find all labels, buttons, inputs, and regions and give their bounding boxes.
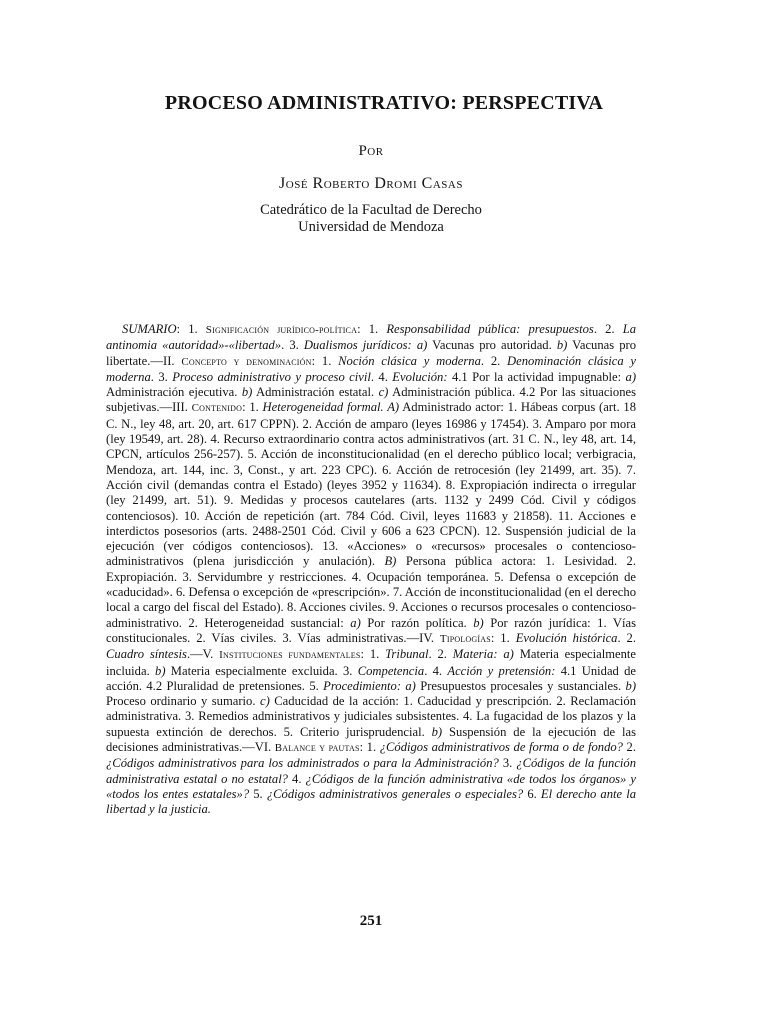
summary-text-run: : 1. <box>242 400 263 415</box>
summary-text-run: . 4. <box>424 663 448 678</box>
summary-text-run: Caducidad de la acción: 1. Caducidad y prescripción. 2. Reclamación administrativa. 3. Remedios administrativos y judiciales subsistentes. 4. La fugacidad de los plazos y la supuesta extinción de derechos. 5. Criterio jurisprudencial. <box>106 694 636 739</box>
summary-text-run: . 2. <box>617 630 636 645</box>
summary-text-run: 4.1 Unidad de acción. 4.2 Pluralidad de pretensiones. 5. <box>106 663 637 693</box>
summary-text-run: : 1. <box>490 630 516 645</box>
summary-italic-run: a) <box>350 615 361 630</box>
summary-content <box>106 322 636 816</box>
summary-italic-run: ¿Códigos administrativos de forma o de fondo? <box>379 740 623 755</box>
summary-section-heading: Instituciones fundamentales <box>219 649 361 662</box>
summary-text-run: Suspensión de la ejecución de las decisiones administrativas.—VI. <box>106 724 636 755</box>
summary-text-run: Por razón jurídica: 1. Vías constitucionales. 2. Vías civiles. 3. Vías administrativas.—IV. <box>106 615 636 645</box>
summary-section-heading: Tipologías <box>439 632 491 645</box>
summary-text-run: Vacunas pro libertate.—II. <box>106 338 636 368</box>
summary-italic-run: b) <box>473 615 484 630</box>
affiliation-line-2: Universidad de Mendoza <box>298 219 444 235</box>
article-title: PROCESO ADMINISTRATIVO: PERSPECTIVA <box>164 92 604 114</box>
summary-italic-run: Materia: a) <box>452 647 514 662</box>
summary-text-run: 4. <box>287 771 306 786</box>
summary-italic-run: b) <box>431 724 443 739</box>
summary-text-run: : 1. <box>176 322 206 336</box>
summary-italic-run: Cuadro síntesis <box>106 647 187 662</box>
summary-italic-run: ¿Códigos de la función administrativa «de todos los órganos» y «todos los entes estatales»? <box>106 771 636 801</box>
summary-italic-run: b) <box>241 385 253 400</box>
summary-italic-run: b) <box>155 663 166 678</box>
summary-italic-run: ¿Códigos administrativos para los administrados o para la Administración? <box>106 756 499 771</box>
summary-section-heading: Concepto y denominación <box>181 355 312 368</box>
summary-text-run: Presupuestos procesales y sustanciales. <box>415 678 626 693</box>
summary-text-run: . 2. <box>593 322 623 336</box>
author-name: José Roberto Dromi Casas <box>279 175 463 192</box>
summary-text-run: 5. <box>249 786 267 801</box>
summary-italic-run: Tribunal <box>385 647 429 662</box>
affiliation-line-1: Catedrático de la Facultad de Derecho <box>260 202 482 218</box>
summary-text-run: 2. <box>622 740 637 755</box>
summary-text-run: . 4. <box>370 369 393 384</box>
summary-text-run: Persona pública actora: 1. Lesividad. 2. Expropiación. 3. Servidumbre y restricciones. 4. Ocupación temporánea. 5. Defensa o excepción de «caducidad». 6. Defensa o excepción de «prescripción». 7. Acción de inconstitucionalidad (en el derecho local a cargo del fiscal del Estado). 8. Acciones civiles. 9. Acciones o recursos procesales o contencioso-administrativo. 2. Heterogeneidad sustancial: <box>106 554 636 630</box>
summary-italic-run: Competencia <box>357 663 425 678</box>
summary-section-heading: Balance y pautas <box>274 742 360 755</box>
byline-label: Por <box>358 143 384 159</box>
summary-text-run: . 2. <box>428 647 453 662</box>
summary-section-heading: Contenido <box>191 402 243 415</box>
summary-italic-run: Evolución histórica <box>515 630 618 645</box>
summary-italic-run: Evolución: <box>392 369 448 384</box>
summary-italic-run: c) <box>260 694 270 709</box>
summary-text-run: : 1. <box>360 647 386 662</box>
summary-italic-run: Procedimiento: a) <box>323 678 416 693</box>
summary-italic-run: El derecho ante la libertad y la justicia. <box>106 786 636 817</box>
summary-italic-run: Dualismos jurídicos: a) <box>303 338 428 353</box>
summary-text-run: Vacunas pro autoridad. <box>427 338 557 353</box>
summary-text-run: Administración pública. 4.2 Por las situaciones subjetivas.—III. <box>106 385 636 415</box>
summary-italic-run: ¿Códigos de la función administrativa estatal o no estatal? <box>106 756 637 786</box>
summary-italic-run: Denominación clásica y moderna <box>106 353 637 384</box>
summary-italic-run: b) <box>556 338 568 353</box>
summary-text-run: .—V. <box>186 647 220 662</box>
summary-text-run: 3. <box>498 756 517 771</box>
summary-text-run: Materia especialmente incluida. <box>106 647 637 678</box>
page-number: 251 <box>359 913 383 929</box>
summary-italic-run: Proceso administrativo y proceso civil <box>172 369 371 384</box>
summary-section-heading: Significación jurídico-política <box>205 324 358 336</box>
summary-italic-run: c) <box>378 385 389 400</box>
summary-italic-run: ¿Códigos administrativos generales o especiales? <box>266 786 524 801</box>
summary-paragraph <box>106 322 636 818</box>
summary-text-run: Materia especialmente excluida. 3. <box>165 663 358 678</box>
summary-text-run: Administrado actor: 1. Hábeas corpus (art. 18 C. N., ley 48, art. 20, art. 617 CPPN). 2. Acción de amparo (leyes 16986 y 17454). 3. Amparo por mora (ley 19549, art. 28). 4. Recurso extraordinario contra actos administrativos (art. 31 C. N., ley 48, art. 14, CPCN, artículos 256-257). 5. Acción de inconstitucionalidad (en el derecho público local; verbigracia, Mendoza, art. 144, inc. 3, Const., y art. 223 CPC). 6. Acción de retrocesión (ley 21499, art. 35). 7. Acción civil (demandas contra el Estado) (leyes 3952 y 11634). 8. Expropiación indirecta o irregular (ley 21499, art. 51). 9. Medidas y procesos cautelares (arts. 1132 y 2499 Cód. Civil y códigos contenciosos). 10. Acción de repetición (art. 784 Cód. Civil, leyes 11683 y 21858). 11. Acciones e interdictos posesorios (arts. 2488-2501 Cód. Civil y 606 a 623 CPCN). 12. Suspensión judicial de la ejecución (ver códigos contenciosos). 13. «Acciones» o «recursos» procesales o contencioso-administrativos (plena jurisdicción y anulación). <box>106 400 636 569</box>
summary-text-run: : 1. <box>359 740 380 755</box>
summary-text-run: Por razón política. <box>360 615 474 630</box>
summary-italic-run: Noción clásica y moderna <box>338 353 481 368</box>
author-affiliation <box>0 202 742 236</box>
summary-text-run: : 1. <box>311 353 339 368</box>
summary-italic-run: a) <box>625 369 637 384</box>
summary-text-run: . 2. <box>480 353 508 368</box>
summary-italic-run: b) <box>625 678 637 693</box>
summary-italic-run: Acción y pretensión: <box>447 663 556 678</box>
summary-text-run: 4.1 Por la actividad impugnable: <box>447 369 626 384</box>
summary-text-run: : 1. <box>357 322 387 336</box>
summary-text-run: Proceso ordinario y sumario. <box>106 694 260 709</box>
summary-text-run: Administración estatal. <box>252 385 379 400</box>
summary-italic-run: B) <box>384 554 397 569</box>
summary-text-run: Administración ejecutiva. <box>106 385 242 400</box>
summary-text-run: . 3. <box>150 369 173 384</box>
summary-italic-run: SUMARIO <box>122 322 177 336</box>
summary-italic-run: La antinomia «autoridad»-«libertad» <box>106 322 637 353</box>
summary-text-run: 6. <box>523 786 541 801</box>
summary-italic-run: Responsabilidad pública: presupuestos <box>386 322 594 336</box>
summary-italic-run: Heterogeneidad formal. A) <box>262 400 400 415</box>
summary-text-run: . 3. <box>281 338 304 353</box>
